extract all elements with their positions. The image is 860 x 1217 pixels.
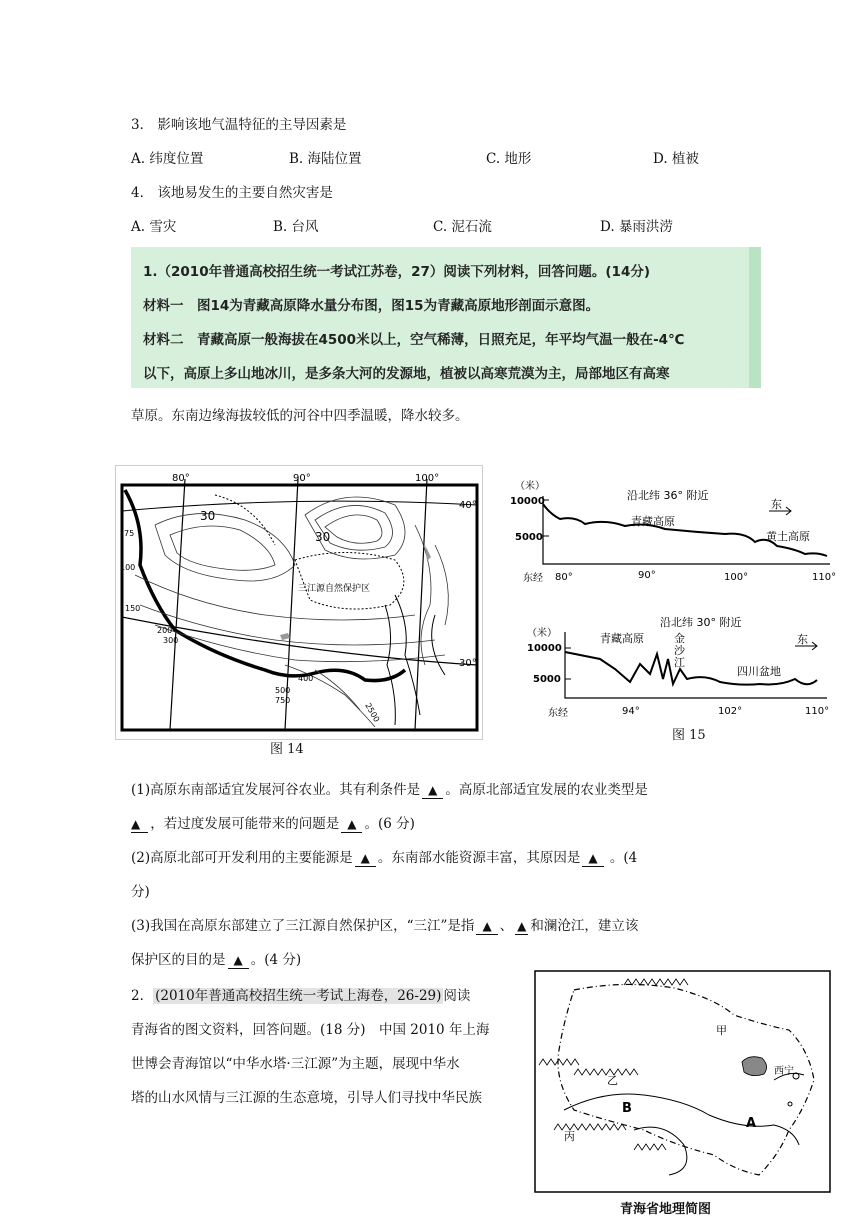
contour-label: 75 [124,529,135,538]
answer-blank[interactable]: ▲ [582,850,603,867]
map-label-yi: 乙 [607,1074,618,1087]
upper-xtick: 80° [555,572,573,583]
contour-label: 30 [315,530,331,544]
upper-unit: （米） [515,481,545,492]
lower-xtick: 94° [622,706,640,717]
upper-title: 沿北纬 36° 附近 [627,489,709,502]
lower-xtick: 110° [805,706,830,717]
contour-label: 200 [157,626,173,635]
q4-option-c: C. 泥石流 [433,219,492,235]
upper-ytick-10000: 10000 [510,496,545,507]
map-label-a: A [746,1116,757,1131]
subq-2-line-1: (2)高原北部可开发利用的主要能源是 ▲ 。东南部水能资源丰富，其原因是 ▲ 。(4 [131,850,638,866]
qinghai-map [534,970,831,1193]
answer-blank[interactable]: ▲ [228,952,249,969]
question-3-stem: 3． 影响该地气温特征的主导因素是 [131,117,347,133]
subq-1-line-1: (1)高原东南部适宜发展河谷农业。其有利条件是 ▲ 。高原北部适宜发展的农业类型是 [131,782,648,798]
q2-line-3: 世博会青海馆以“中华水塔·三江源”为主题，展现中华水 [131,1056,460,1072]
lower-label-plateau: 青藏高原 [600,632,644,645]
highlight-line-1: 1.（2010年普通高校招生统一考试江苏卷，27）阅读下列材料，回答问题。(14分) [143,264,651,280]
lower-label-jinsha-1: 金 [674,632,685,645]
q4-option-b: B. 台风 [273,219,319,235]
contour-label: 100 [120,563,136,572]
q2-line-1: 2． (2010年普通高校招生统一考试上海卷，26-29) 阅读 [131,988,471,1004]
lower-label-sichuan: 四川盆地 [737,665,781,678]
lower-east: 东 [797,633,808,646]
highlight-line-3: 材料二 青藏高原一般海拔在4500米以上，空气稀薄，日照充足，年平均气温一般在-4℃ [143,332,685,348]
answer-blank[interactable]: ▲ [517,919,527,933]
lat-label-40: 40° [459,500,477,511]
fig14-precipitation-map [115,465,483,740]
answer-blank[interactable]: ▲ [422,782,443,799]
map-label-xining: 西宁 [774,1066,794,1077]
material-continuation: 草原。东南边缘海拔较低的河谷中四季温暖，降水较多。 [131,408,469,424]
question-4-stem: 4． 该地易发生的主要自然灾害是 [131,185,333,201]
lower-ytick-5000: 5000 [533,674,561,685]
upper-x-prefix: 东经 [523,573,543,584]
answer-blank[interactable]: ▲ [476,918,497,935]
upper-label-loess: 黄土高原 [766,530,810,543]
lower-unit: （米） [527,628,557,639]
map-label-b: B [622,1101,632,1116]
highlight-line-2: 材料一 图14为青藏高原降水量分布图，图15为青藏高原地形剖面示意图。 [143,298,600,314]
contour-label: 2500 [363,701,382,724]
contour-label: 500 [275,686,291,695]
contour-label: 30 [200,509,216,523]
map-label-jia: 甲 [716,1024,727,1037]
answer-blank[interactable]: ▲ [131,816,148,833]
contour-label: 400 [298,674,314,683]
lower-xtick: 102° [718,706,743,717]
subq-1-line-2: ▲ ，若过度发展可能带来的问题是 ▲ 。(6 分) [131,816,415,832]
q2-source: (2010年普通高校招生统一考试上海卷，26-29) [155,988,442,1004]
fig15-terrain-profiles [505,474,850,724]
lower-label-jinsha-2: 沙 [674,644,685,657]
q3-option-c: C. 地形 [486,151,532,167]
upper-xtick: 90° [638,570,656,581]
lat-label-30: 30° [459,658,477,669]
answer-blank[interactable]: ▲ [341,816,362,833]
upper-label-plateau: 青藏高原 [631,515,675,528]
lon-label-90: 90° [293,473,311,484]
upper-xtick: 100° [724,572,749,583]
subq-3-line-2: 保护区的目的是 ▲ 。(4 分) [131,952,302,968]
lower-title: 沿北纬 30° 附近 [660,616,742,629]
fig15-caption: 图 15 [672,728,706,743]
subq-2-line-2: 分) [131,884,150,900]
answer-blank[interactable]: ▲ [355,850,376,867]
upper-east: 东 [771,498,782,511]
q4-option-a: A. 雪灾 [131,219,177,235]
fig14-caption: 图 14 [270,742,304,757]
map-label-bing: 丙 [564,1130,575,1143]
highlight-line-4: 以下，高原上多山地冰川，是多条大河的发源地，植被以高寒荒漠为主，局部地区有高寒 [143,366,670,382]
lon-label-80: 80° [172,473,190,484]
contour-label: 300 [163,636,179,645]
contour-label: 750 [275,696,291,705]
upper-ytick-5000: 5000 [515,532,543,543]
qinghai-map-caption: 青海省地理简图 [620,1202,712,1217]
q2-line-4: 塔的山水风情与三江源的生态意境，引导人们寻找中华民族 [131,1090,482,1106]
lower-label-jinsha-3: 江 [674,656,685,669]
upper-xtick: 110° [812,572,837,583]
lower-x-prefix: 东经 [548,708,568,719]
q4-option-d: D. 暴雨洪涝 [600,219,673,235]
q2-line-2: 青海省的图文资料，回答问题。(18 分) 中国 2010 年上海 [131,1022,490,1038]
contour-label: 150 [125,604,141,613]
lower-ytick-10000: 10000 [527,643,562,654]
q3-option-a: A. 纬度位置 [131,151,204,167]
highlight-scrollbar [749,247,761,388]
q3-option-b: B. 海陆位置 [289,151,362,167]
subq-3-line-1: (3)我国在高原东部建立了三江源自然保护区，“三江”是指 ▲ 、 ▲ 和澜沧江，建立该 [131,918,639,934]
reserve-label: 三江源自然保护区 [298,584,371,594]
lon-label-100: 100° [415,473,440,484]
q3-option-d: D. 植被 [653,151,699,167]
